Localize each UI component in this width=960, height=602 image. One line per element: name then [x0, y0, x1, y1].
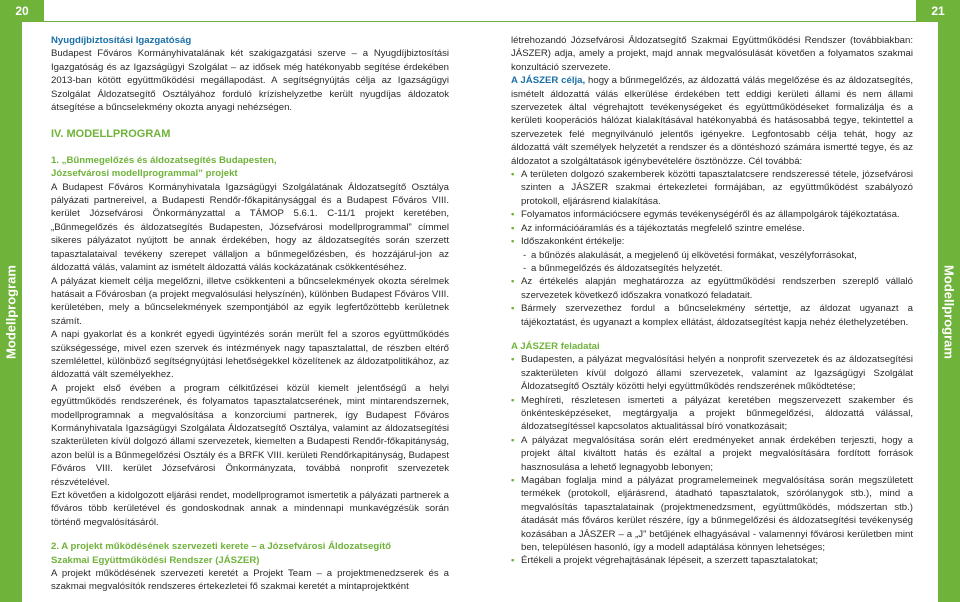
side-label-right: Modellprogram [941, 265, 957, 359]
goals-list-continued [511, 275, 913, 329]
subsection-1-title-line1: 1. „Bűnmegelőzés és áldozatsegítés Budapesten, [51, 154, 277, 166]
intro-paragraph: Budapest Főváros Kormányhivatalának két szakigazgatási szerve – a Nyugdíjbiztosítási Igazgatóság és az Igazságügyi Szolgálat – az idősek még hatékonyabb segítése érdekében 2013-ban kötött együttműködési megállapodást. A segítségnyújtás célja az Igazságügyi Szolgálat Áldozatsegítő Osztályához forduló krízishelyzetbe került nyugdíjas áldozatok átsegítése a bűncselekmény okozta anyagi nehézségen. [51, 48, 449, 114]
top-rule [0, 21, 960, 22]
side-label-left: Modellprogram [3, 265, 19, 359]
left-side-tab [0, 22, 22, 602]
paragraph: A pályázat kiemelt célja megelőzni, illetve csökkenteni a bűncselekmények okozta sérelmek hatásait a Fővárosban (a projekt megvalósulási helyszínén), különben Budapest Főváros VIII. kerületében, mely a bűncselekmények szempontjából az egyik legfertőzöttebb kerületnek számít. [51, 275, 449, 327]
goal-lead: A JÁSZER célja, [511, 75, 586, 87]
paragraph: A projekt első évében a program célkitűzései közül kiemelt jelentőségű a helyi együttműködés rendszerének, és folyamatos tapasztalatcserének, mint mintarendszernek, modellprogramnak a megvalósítása a konzorciumi partnerek, így Budapest Főváros Kormányhivatala Igazságügyi Szolgálata Áldozatsegítő Osztálya, valamint az áldozatsegítési szakterületen kívül dolgozó állami szervezetek, kiemelten a Budapesti Rendőr-főkapitányság, azon belül is a Bűnmegelőzési Osztály és a BRFK VIII. kerületi Rendőrkapitányság, Budapest Főváros VIII. kerület Józsefvárosi Önkormányzata, továbbá nonprofit szervezetek részvételével. [51, 382, 449, 488]
tasks-list [511, 353, 913, 568]
list-item: • Meghíreti, részletesen ismerteti a pályázat keretében megszervezett szakember és önkéntesképzéseket, megtárgyalja a projekt bűnmegelőzési, áldozattá válással, áldozatsegítéssel kapcsolatos aktualitással bíró vonatkozásait; [511, 394, 913, 434]
chapter-title: IV. MODELLPROGRAM [51, 128, 171, 141]
goal-paragraph [511, 74, 913, 168]
paragraph: Ezt követően a kidolgozott eljárási rendet, modellprogramot ismertetik a pályázati partnerek a főváros több kerületével és gondoskodnak annak a mindennapi munkavégzésük során történő megvalósításáról. [51, 490, 449, 528]
list-item: • Bármely szervezethez fordul a bűncselekmény sértettje, az áldozat ugyanazt a tájékoztatást, és ugyanazt a komplex ellátást, áldozatsegítést kapja nehéz élethelyzetében. [511, 302, 913, 329]
paragraph: A projekt működésének szervezeti keretét a Projekt Team – a projektmenedzserek és a szakmai megvalósítók rendszeres értekezletei fő szakmai keretét a mintaprojektként [51, 568, 449, 593]
paragraph: A napi gyakorlat és a konkrét egyedi ügyintézés során merült fel a szoros együttműködés szükségessége, mivel ezen szervek és intézmények nagy tapasztalattal, de részben eltérő szemlélettel, különböző segítségnyújtási lehetőségekkel közelítenek az áldozatpolitikához, az áldozattá vált személyekhez. [51, 329, 449, 381]
subsection-1-title-line2: Józsefvárosi modellprogrammal” projekt [51, 168, 238, 180]
list-item: • Értékeli a projekt végrehajtásának lépéseit, a szerzett tapasztalatokat; [511, 554, 913, 567]
right-column [511, 34, 913, 568]
section-heading: Nyugdíjbiztosítási Igazgatóság [51, 35, 192, 46]
list-item: • Időszakonként értékelje: [511, 235, 913, 248]
tasks-title: A JÁSZER feladatai [511, 340, 600, 352]
list-item: • Az értékelés alapján meghatározza az együttműködési rendszerben szereplő vállaló szervezetek következő időszakra vonatkozó feladatait. [511, 275, 913, 302]
goal-text: hogy a bűnmegelőzés, az áldozattá válás megelőzése és az áldozatsegítés, ismételt áldozattá válás elkerülése érdekében tett eddigi kerületi állami és nem állami szervezetek által végrehajtott tevékenységeket és együttműködéseket formalizálja és a kerületi kooperációs hálózat kialakításával hatékonyabbá és hatásosabbá tegye, tekintettel a szervezetek felé megnyilvánuló jelentős igényekre. Legfontosabb célja tehát, hogy az áldozattá vált személyek helyzetét a rendszer és a döntéshozó számára ismertté tegye, és az áldozatot a szolgáltatások igénybevételére ösztönözze. Cél továbbá: [511, 75, 913, 167]
evaluation-list [511, 249, 913, 276]
list-item: • Magában foglalja mind a pályázat programelemeinek megvalósítása során megszületett termékek (protokoll, eljárásrend, átadható tapasztalatok, szórólanygok stb.), mind a megvalósítás tapasztalatainak (projektmenedzsment, együttműködés, módszertan stb.) átadását más főváros kerület részére, így a bűnmegelőzési és áldozatsegítési tevékenység kozásában a JÁSZER – a „J” betűjének elhagyásával - valamennyi fővárosi kerületben mint ben, településen hasonló, így a modell adaptálása könnyen lehetséges; [511, 474, 913, 554]
right-side-tab [938, 22, 960, 602]
subsection-2-title-line1: 2. A projekt működésének szervezeti kerete – a Józsefvárosi Áldozatsegítő [51, 541, 392, 553]
list-item: • A pályázat megvalósítása során elért eredményeket annak érdekében terjeszti, hogy a projekt által kiváltott hatás és ezáltal a projekt megvalósítására fordított források hasznosulása a lehető legnagyobb lebonyen; [511, 434, 913, 474]
paragraph: létrehozandó Józsefvárosi Áldozatsegítő Szakmai Együttműködési Rendszer (továbbiakban: JÁSZER) adja, amely a projekt, majd annak megvalósulását követően a folyamatos szakmai konzultáció szervezete. [511, 35, 913, 73]
list-item: • A területen dolgozó szakemberek közötti tapasztalatcsere rendszeressé tétele, józsefvárosi szinten a JÁSZER szakmai értekezletei formájában, az együttműködést szabályozó protokoll, eljárásrend kialakítása. [511, 168, 913, 208]
subsection-2-title-line2: Szakmai Együttműködési Rendszer (JÁSZER) [51, 554, 260, 566]
list-item: • Budapesten, a pályázat megvalósítási helyén a nonprofit szervezetek és az áldozatsegítési szakterületen kívül dolgozó állami szervezetek, valamint az Igazságügyi Szolgálat Áldozatsegítő Osztály közötti helyi együttműködés rendszerének működtetése; [511, 353, 913, 393]
page-number-left: 20 [0, 0, 44, 22]
list-item: • Az információáramlás és a tájékoztatás megfelelő szintre emelése. [511, 222, 913, 235]
page-number-right: 21 [916, 0, 960, 22]
top-bar [0, 0, 960, 22]
list-item: - a bűnözés alakulását, a megjelenő új elkövetési formákat, veszélyforrásokat, [523, 249, 913, 262]
goals-list [511, 168, 913, 248]
paragraph: A Budapest Főváros Kormányhivatala Igazságügyi Szolgálatának Áldozatsegítő Osztálya pályázati partnereivel, a Budapesti Rendőr-főkapitánysággal és a Budapest Főváros VIII. kerület Józsefvárosi Önkormányzattal a TÁMOP 5.6.1. C-11/1 projekt keretében, „Bűnmegelőzés és áldozatsegítés Budapesten, Józsefvárosi modellprogrammal” címmel sikeres pályázatot nyújtott be annak érdekében, hogy az áldozatsegítés során szerzett tapasztalataival tevékeny szerepet vállaljon a bűnmegelőzésben, és hozzájárul-jon az áldozattá válás, valamint az ismételt áldozattá válás kockázatának csökkentéséhez. [51, 181, 449, 274]
left-column [51, 34, 449, 594]
list-item: - a bűnmegelőzés és áldozatsegítés helyzetét. [523, 262, 913, 275]
list-item: • Folyamatos információcsere egymás tevékenységéről és az állampolgárok tájékoztatása. [511, 208, 913, 221]
